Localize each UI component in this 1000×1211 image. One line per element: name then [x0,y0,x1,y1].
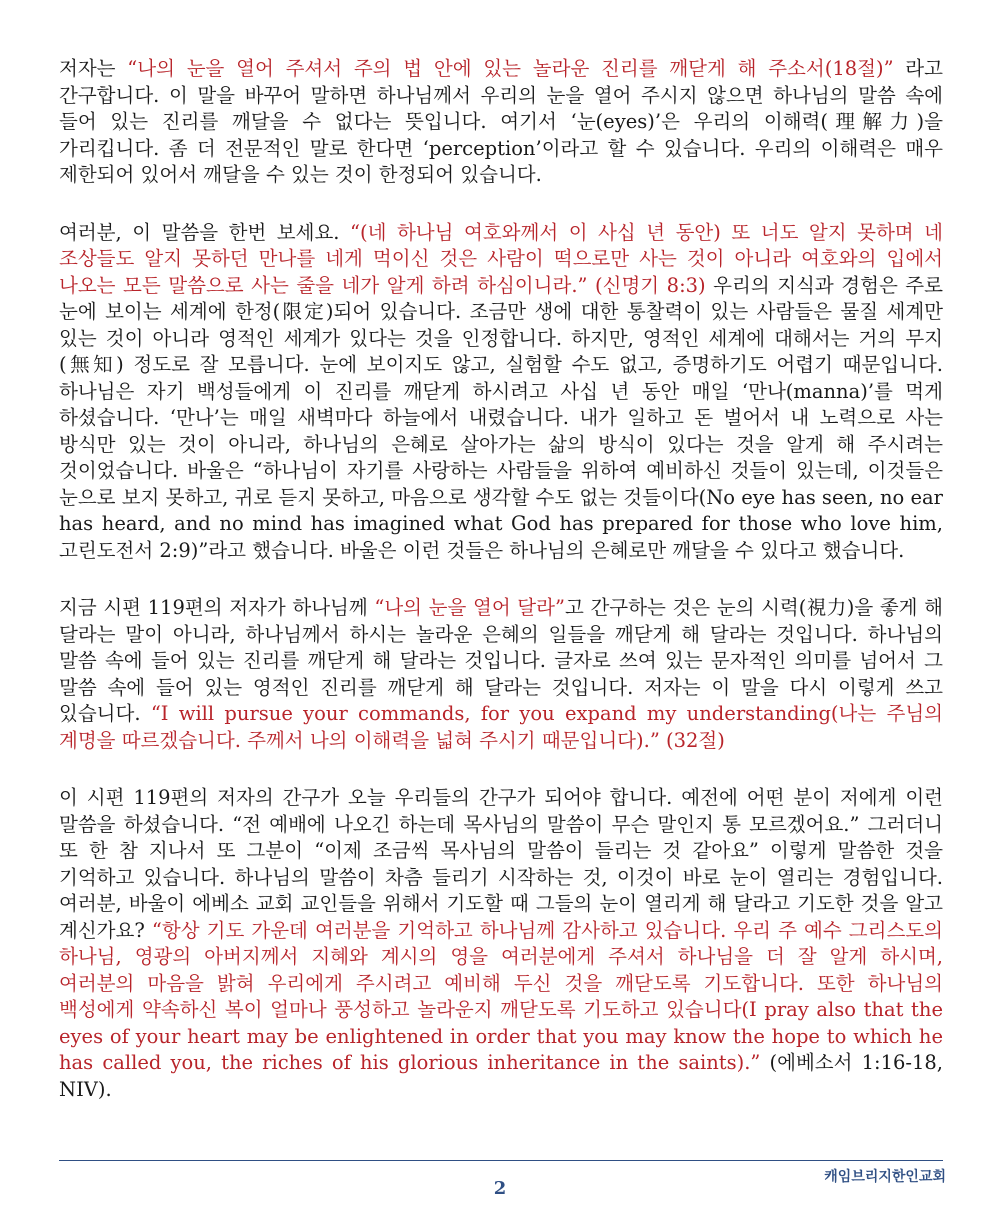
church-name: 캐임브리지한인교회 [824,1169,946,1185]
text-segment: 저자는 [59,57,128,80]
scripture-quote: “항상 기도 가운데 여러분을 기억하고 하나님께 감사하고 있습니다. 우리 주 예수 그리스도의 하나님, 영광의 아버지께서 지혜와 계시의 영을 여러분에게 주셔서 하나님을 더 잘 알게 하시며, 여러분의 마음을 밝혀 우리에게 주시려고 예비해 두신 것을 깨닫도록 기도합니다. 또한 하나님의 백성에게 약속하신 복이 얼마나 풍성하고 놀라운지 깨닫도록 기도하고 있습니다(I pray also that the eyes of your heart may be enlightened in order that you may know the hope to which he has called you, the riches of his glorious inheritance in the saints).” [59,918,943,1074]
scripture-quote: “나의 눈을 열어 주셔서 주의 법 안에 있는 놀라운 진리를 깨닫게 해 주소서(18절)” [127,57,894,80]
text-segment: 여러분, 이 말씀을 한번 보세요. [59,220,351,244]
document-body [59,56,943,1134]
paragraph-4 [59,785,943,1103]
page-number: 2 [493,1178,507,1199]
paragraph-2 [59,220,943,565]
scripture-quote: “(네 하나님 여호와께서 이 사십 년 동안) 또 너도 알지 못하며 네 조상들도 알지 못하던 만나를 네게 먹이신 것은 사람이 떡으로만 사는 것이 아니라 여호와의 입에서 나오는 모든 말씀으로 사는 줄을 네가 알게 하려 하심이니라.” (신명기 8:3) [59,220,943,297]
text-segment: 이 시편 119편의 저자의 간구가 오늘 우리들의 간구가 되어야 합니다. 예전에 어떤 분이 저에게 이런 말씀을 하셨습니다. “전 예배에 나오긴 하는데 목사님의 말씀이 무슨 말인지 통 모르겠어요.” 그러더니 또 한 참 지나서 또 그분이 “이제 조금씩 목사님의 말씀이 들리는 것 같아요” 이렇게 말씀한 것을 기억하고 있습니다. 하나님의 말씀이 차츰 들리기 시작하는 것, 이것이 바로 눈이 열리는 경험입니다. 여러분, 바울이 에베소 교회 교인들을 위해서 기도할 때 그들의 눈이 열리게 해 달라고 기도한 것을 알고 계신가요? [59,786,943,942]
text-segment: 우리의 지식과 경험은 주로 눈에 보이는 세계에 한정(限定)되어 있습니다. 조금만 생에 대한 통찰력이 있는 사람들은 물질 세계만 있는 것이 아니라 영적인 세계가 있다는 것을 인정합니다. 하지만, 영적인 세계에 대해서는 거의 무지(無知) 정도로 잘 모릅니다. 눈에 보이지도 않고, 실험할 수도 없고, 증명하기도 어렵기 때문입니다. 하나님은 자기 백성들에게 이 진리를 깨닫게 하시려고 사십 년 동안 매일 ‘만나(manna)’를 먹게 하셨습니다. ‘만나’는 매일 새벽마다 하늘에서 내렸습니다. 내가 일하고 돈 벌어서 내 노력으로 사는 방식만 있는 것이 아니라, 하나님의 은혜로 살아가는 삶의 방식이 있다는 것을 알게 해 주시려는 것이었습니다. 바울은 “하나님이 자기를 사랑하는 사람들을 위하여 예비하신 것들이 있는데, 이것들은 눈으로 보지 못하고, 귀로 듣지 못하고, 마음으로 생각할 수도 없는 것들이다(No eye has seen, no ear has heard, and no mind has imagined what God has prepared for those who love him, 고린도전서 2:9)”라고 했습니다. 바울은 이런 것들은 하나님의 은혜로만 깨달을 수 있다고 했습니다. [59,273,943,562]
text-segment: (에베소서 1:16-18, NIV). [59,1051,943,1101]
scripture-quote: “나의 눈을 열어 달라” [374,596,565,619]
paragraph-1 [59,56,943,189]
text-segment: 라고 간구합니다. 이 말을 바꾸어 말하면 하나님께서 우리의 눈을 열어 주시지 않으면 하나님의 말씀 속에 들어 있는 진리를 깨달을 수 없다는 뜻입니다. 여기서 ‘눈(eyes)’은 우리의 이해력(理解力)을 가리킵니다. 좀 더 전문적인 말로 한다면 ‘perception’이라고 할 수 있습니다. 우리의 이해력은 매우 제한되어 있어서 깨달을 수 있는 것이 한정되어 있습니다. [59,57,943,186]
paragraph-3 [59,595,943,754]
footer-divider [59,1160,943,1161]
text-segment: 지금 시편 119편의 저자가 하나님께 [59,596,375,619]
text-segment: 고 간구하는 것은 눈의 시력(視力)을 좋게 해 달라는 말이 아니라, 하나님께서 하시는 놀라운 은혜의 일들을 깨닫게 해 달라는 것입니다. 하나님의 말씀 속에 들어 있는 진리를 깨닫게 해 달라는 것입니다. 글자로 쓰여 있는 문자적인 의미를 넘어서 그 말씀 속에 들어 있는 영적인 진리를 깨닫게 해 달라는 것입니다. 저자는 이 말을 다시 이렇게 쓰고 있습니다. [59,596,943,725]
scripture-quote: “I will pursue your commands, for you expand my understanding(나는 주님의 계명을 따르겠습니다. 주께서 나의 이해력을 넓혀 주시기 때문입니다).” (32절) [59,702,943,752]
